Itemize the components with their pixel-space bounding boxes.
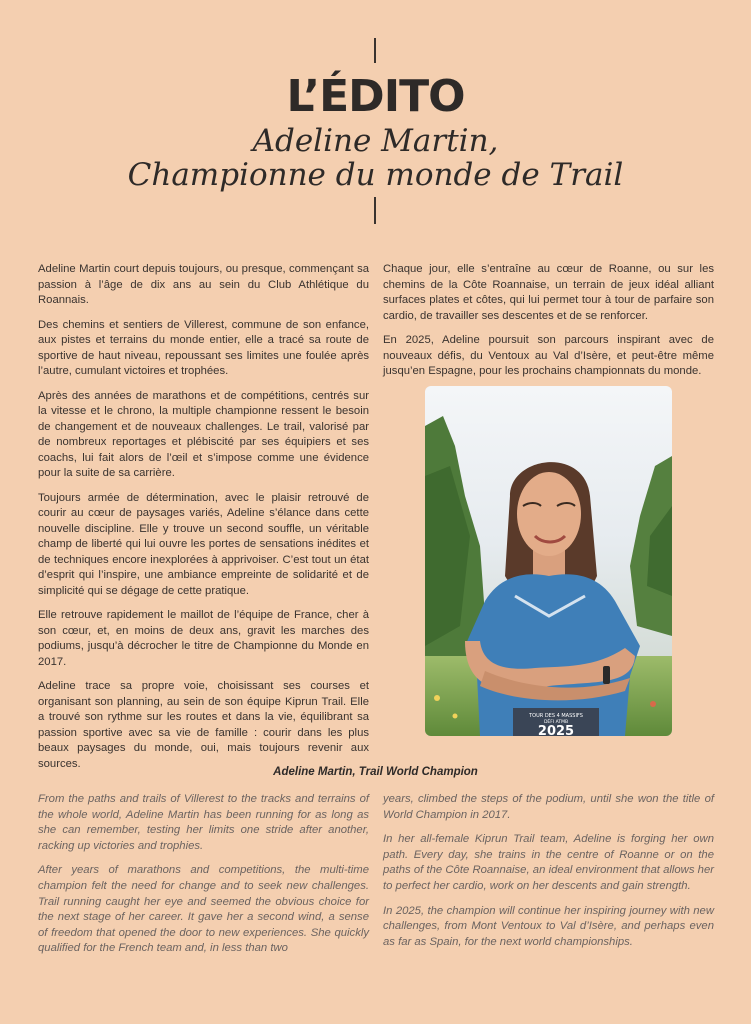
paragraph: In 2025, the champion will continue her inspiring journey with new challenges, from Mont Ventoux to Val d’Isère, and perhaps even as far as Spain, for the next world championships.	[383, 904, 714, 948]
paragraph: After years of marathons and competitions, the multi-time champion felt the need for change and to seek new challenges. Trail running caught her eye and seemed the obvious choice for the next stage of her career. It gave her a second wind, a sense of freedom that opened the door to new experiences. She quickly qualified for the French team and, in less than two	[38, 864, 369, 955]
bib-year: 2025	[537, 724, 575, 736]
paragraph: En 2025, Adeline poursuit son parcours inspirant avec de nouveaux défis, du Ventoux au Val d’Isère, et peut-être même jusqu’en Espagne, pour les prochains championnats du monde.	[383, 334, 714, 377]
photo-caption: Adeline Martin, Trail World Champion	[273, 766, 478, 778]
paragraph: Toujours armée de détermination, avec le plaisir retrouvé de courir au cœur de paysages variés, Adeline s’élance dans cette nouvelle discipline. Elle y trouve un second souffle, un véritable champ de liberté qui lui ouvre les portes de sensations inédites et de techniques encore inexplorées à apprivoiser. C’est tout un état d’esprit qui l’inspire, une ambiance empreinte de solidarité et de simplicité qui se dégage de cette pratique.	[38, 491, 369, 597]
paragraph: Adeline Martin court depuis toujours, ou presque, commençant sa passion à l’âge de dix ans au sein du Club Athlétique du Roannais.	[38, 263, 369, 306]
top-divider-line	[374, 38, 376, 63]
page-subtitle	[0, 124, 751, 192]
paragraph: From the paths and trails of Villerest to the tracks and terrains of the whole world, Adeline Martin has been running for as long as she can remember, testing her limits one stride after another, racking up victories and trophies.	[38, 793, 369, 852]
french-column-right	[383, 262, 714, 389]
paragraph: Adeline trace sa propre voie, choisissant ses courses et organisant son planning, au sein de son équipe Kiprun Trail. Elle a trouvé son rythme sur les routes et dans la vie, équilibrant sa passion sportive avec sa vie de famille : courir dans les plus beaux paysages du monde, oui, mais toujours revenir aux sources.	[38, 680, 369, 770]
paragraph: years, climbed the steps of the podium, until she won the title of World Champion in 2017.	[383, 793, 714, 821]
paragraph: Des chemins et sentiers de Villerest, commune de son enfance, aux pistes et terrains du monde entier, elle a tracé sa route de sportive de haut niveau, repoussant ses limites une foulée après l’autre, cumulant victoires et trophées.	[38, 318, 369, 377]
paragraph: In her all-female Kiprun Trail team, Adeline is forging her own path. Every day, she trains in the centre of Roanne or on the paths of the Côte Roannaise, an ideal environment that allows her to perfect her cardio, work on her descents and gain strength.	[383, 833, 714, 892]
english-column-left	[38, 792, 369, 966]
bib-subtitle: DÉFI ATMB	[543, 720, 569, 725]
subtitle-line-1: Adeline Martin,	[252, 123, 499, 159]
page-title: L’ÉDITO	[286, 71, 465, 122]
athlete-photo	[425, 386, 672, 736]
paragraph: Après des années de marathons et de compétitions, centrés sur la vitesse et le chrono, la multiple championne ressent le besoin de changement et de nouveaux challenges. Le trail, valorisé par de nombreux reportages et plébiscité par ses équipiers et ses coachs, lui fait alors de l’œil et s’impose comme une évidence pour la suite de sa carrière.	[38, 389, 369, 479]
french-column-left	[38, 262, 369, 781]
bib-title: TOUR DES 4 MASSIFS	[529, 713, 583, 719]
english-column-right	[383, 792, 714, 959]
subtitle-line-2: Championne du monde de Trail	[127, 157, 624, 193]
paragraph: Chaque jour, elle s’entraîne au cœur de Roanne, ou sur les chemins de la Côte Roannaise, un terrain de jeux idéal alliant surfaces plates et côtes, qui lui permet tour à tour de parfaire son cardio, de travailler ses descentes et de se renforcer.	[383, 263, 714, 322]
bottom-divider-line	[374, 197, 376, 224]
paragraph: Elle retrouve rapidement le maillot de l’équipe de France, cher à son cœur, et, en moins de deux ans, gravit les marches des podiums, jusqu’à décrocher le titre de Championne du Monde en 2017.	[38, 609, 369, 668]
